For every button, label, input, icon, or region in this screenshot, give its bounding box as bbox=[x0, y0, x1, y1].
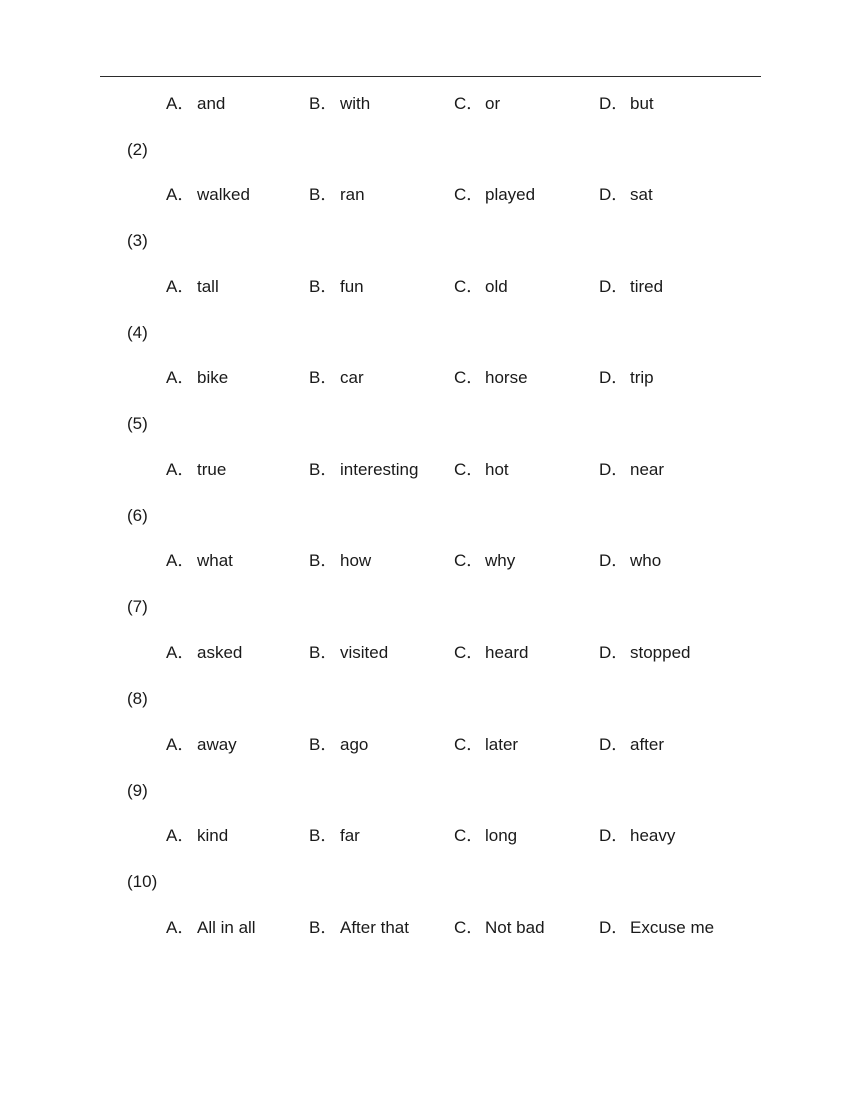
option-letter: C． bbox=[454, 460, 484, 479]
option-a[interactable] bbox=[166, 918, 256, 938]
option-a[interactable] bbox=[166, 460, 226, 480]
option-b[interactable] bbox=[309, 918, 409, 938]
option-d[interactable] bbox=[599, 643, 691, 663]
option-c[interactable] bbox=[454, 94, 500, 114]
option-letter: A． bbox=[166, 94, 195, 113]
option-c[interactable] bbox=[454, 826, 517, 846]
option-letter: A． bbox=[166, 826, 195, 845]
option-letter: A． bbox=[166, 735, 195, 754]
question-number: (10) bbox=[127, 872, 158, 891]
option-a[interactable] bbox=[166, 277, 219, 297]
option-text: interesting bbox=[340, 460, 419, 479]
option-a[interactable] bbox=[166, 94, 225, 114]
option-d[interactable] bbox=[599, 826, 675, 846]
option-letter: B． bbox=[309, 94, 338, 113]
option-text: ago bbox=[340, 735, 369, 754]
option-letter: C． bbox=[454, 826, 484, 845]
option-letter: A． bbox=[166, 185, 195, 204]
option-c[interactable] bbox=[454, 368, 528, 388]
option-text: later bbox=[485, 735, 519, 754]
option-letter: B． bbox=[309, 918, 338, 937]
option-d[interactable] bbox=[599, 185, 653, 205]
option-text: All in all bbox=[197, 918, 256, 937]
option-text: true bbox=[197, 460, 227, 479]
option-text: horse bbox=[485, 368, 528, 387]
option-letter: D． bbox=[599, 368, 629, 387]
option-text: stopped bbox=[630, 643, 691, 662]
option-d[interactable] bbox=[599, 918, 714, 938]
option-letter: A． bbox=[166, 368, 195, 387]
option-text: how bbox=[340, 551, 372, 570]
option-text: asked bbox=[197, 643, 243, 662]
option-b[interactable] bbox=[309, 460, 418, 480]
options-row-q9 bbox=[0, 826, 860, 846]
option-a[interactable] bbox=[166, 735, 237, 755]
option-d[interactable] bbox=[599, 368, 654, 388]
option-text: away bbox=[197, 735, 237, 754]
option-text: kind bbox=[197, 826, 229, 845]
option-letter: D． bbox=[599, 94, 629, 113]
option-b[interactable] bbox=[309, 551, 371, 571]
option-text: trip bbox=[630, 368, 654, 387]
option-letter: C． bbox=[454, 277, 484, 296]
question-number: (9) bbox=[127, 781, 148, 800]
option-letter: D． bbox=[599, 643, 629, 662]
option-text: ran bbox=[340, 185, 365, 204]
option-text: visited bbox=[340, 643, 389, 662]
option-letter: A． bbox=[166, 643, 195, 662]
option-letter: B． bbox=[309, 460, 338, 479]
option-text: after bbox=[630, 735, 665, 754]
options-row-q7 bbox=[0, 643, 860, 663]
option-c[interactable] bbox=[454, 918, 545, 938]
option-text: Not bad bbox=[485, 918, 545, 937]
option-letter: C． bbox=[454, 643, 484, 662]
option-c[interactable] bbox=[454, 460, 509, 480]
option-a[interactable] bbox=[166, 551, 233, 571]
option-letter: B． bbox=[309, 643, 338, 662]
option-letter: C． bbox=[454, 185, 484, 204]
option-text: played bbox=[485, 185, 536, 204]
options-row-q10 bbox=[0, 918, 860, 938]
options-row-q1 bbox=[0, 94, 860, 114]
option-letter: A． bbox=[166, 918, 195, 937]
option-text: heard bbox=[485, 643, 529, 662]
option-letter: D． bbox=[599, 551, 629, 570]
option-b[interactable] bbox=[309, 277, 364, 297]
option-letter: C． bbox=[454, 551, 484, 570]
option-letter: D． bbox=[599, 460, 629, 479]
option-text: After that bbox=[340, 918, 409, 937]
option-letter: D． bbox=[599, 918, 629, 937]
option-b[interactable] bbox=[309, 643, 388, 663]
option-text: what bbox=[197, 551, 233, 570]
question-number: (2) bbox=[127, 140, 148, 159]
option-letter: C． bbox=[454, 918, 484, 937]
option-d[interactable] bbox=[599, 551, 661, 571]
option-text: with bbox=[340, 94, 371, 113]
option-b[interactable] bbox=[309, 735, 368, 755]
option-b[interactable] bbox=[309, 94, 370, 114]
option-text: old bbox=[485, 277, 508, 296]
option-text: heavy bbox=[630, 826, 676, 845]
option-text: near bbox=[630, 460, 665, 479]
option-a[interactable] bbox=[166, 368, 228, 388]
options-row-q6 bbox=[0, 551, 860, 571]
question-number: (8) bbox=[127, 689, 148, 708]
option-text: but bbox=[630, 94, 654, 113]
option-letter: A． bbox=[166, 460, 195, 479]
option-letter: D． bbox=[599, 185, 629, 204]
option-text: hot bbox=[485, 460, 509, 479]
option-letter: C． bbox=[454, 368, 484, 387]
option-text: why bbox=[485, 551, 516, 570]
option-letter: D． bbox=[599, 735, 629, 754]
question-number: (6) bbox=[127, 506, 148, 525]
option-text: walked bbox=[197, 185, 250, 204]
option-c[interactable] bbox=[454, 277, 508, 297]
option-text: or bbox=[485, 94, 501, 113]
option-c[interactable] bbox=[454, 643, 528, 663]
option-text: car bbox=[340, 368, 364, 387]
options-row-q4 bbox=[0, 368, 860, 388]
question-number: (3) bbox=[127, 231, 148, 250]
option-letter: C． bbox=[454, 735, 484, 754]
option-a[interactable] bbox=[166, 826, 228, 846]
option-d[interactable] bbox=[599, 277, 663, 297]
option-c[interactable] bbox=[454, 551, 515, 571]
option-text: tired bbox=[630, 277, 664, 296]
option-d[interactable] bbox=[599, 460, 664, 480]
option-letter: B． bbox=[309, 826, 338, 845]
header-rule bbox=[100, 76, 761, 77]
option-c[interactable] bbox=[454, 185, 535, 205]
option-letter: A． bbox=[166, 277, 195, 296]
option-b[interactable] bbox=[309, 826, 360, 846]
option-text: sat bbox=[630, 185, 653, 204]
option-d[interactable] bbox=[599, 94, 654, 114]
option-letter: B． bbox=[309, 551, 338, 570]
options-row-q8 bbox=[0, 735, 860, 755]
option-letter: B． bbox=[309, 277, 338, 296]
option-letter: C． bbox=[454, 94, 484, 113]
option-b[interactable] bbox=[309, 185, 365, 205]
option-letter: D． bbox=[599, 277, 629, 296]
option-c[interactable] bbox=[454, 735, 518, 755]
question-number: (7) bbox=[127, 597, 148, 616]
option-letter: B． bbox=[309, 735, 338, 754]
option-d[interactable] bbox=[599, 735, 664, 755]
option-letter: D． bbox=[599, 826, 629, 845]
options-row-q3 bbox=[0, 277, 860, 297]
option-text: long bbox=[485, 826, 518, 845]
option-text: Excuse me bbox=[630, 918, 715, 937]
option-text: tall bbox=[197, 277, 219, 296]
option-b[interactable] bbox=[309, 368, 364, 388]
question-number: (4) bbox=[127, 323, 148, 342]
option-text: fun bbox=[340, 277, 364, 296]
option-a[interactable] bbox=[166, 185, 250, 205]
option-text: who bbox=[630, 551, 662, 570]
options-row-q5 bbox=[0, 460, 860, 480]
option-text: and bbox=[197, 94, 226, 113]
option-letter: B． bbox=[309, 185, 338, 204]
option-a[interactable] bbox=[166, 643, 242, 663]
option-letter: A． bbox=[166, 551, 195, 570]
option-text: bike bbox=[197, 368, 229, 387]
question-number: (5) bbox=[127, 414, 148, 433]
option-letter: B． bbox=[309, 368, 338, 387]
options-row-q2 bbox=[0, 185, 860, 205]
option-text: far bbox=[340, 826, 360, 845]
